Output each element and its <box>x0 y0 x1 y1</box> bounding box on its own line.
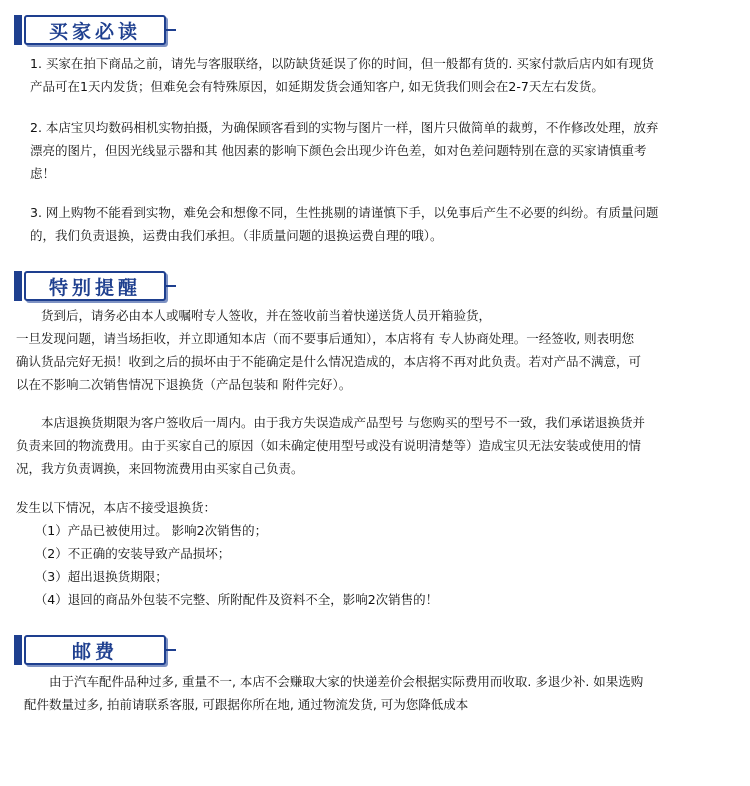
text-line: 发生以下情况，本店不接受退换货： <box>16 500 217 515</box>
list-item: （4）退回的商品外包装不完整、所附配件及资料不全，影响2次销售的！ <box>16 592 439 607</box>
banner-tail <box>166 29 176 31</box>
text-line: 虑！ <box>30 166 56 181</box>
text-line: 以在不影响二次销售情况下退换货（产品包装和 附件完好）。 <box>16 377 352 392</box>
banner-tail <box>166 649 176 651</box>
text-line: 况，我方负责调换，来回物流费用由买家自己负责。 <box>16 461 304 476</box>
text-line: 本店退换货期限为客户签收后一周内。由于我方失误造成产品型号 与您购买的型号不一致，我们承诺退换货并 <box>16 415 645 430</box>
banner-tail <box>166 285 176 287</box>
postage-title: 邮费 <box>24 635 166 665</box>
notice-p2 <box>30 116 658 185</box>
text-line: 货到后，请务必由本人或嘱咐专人签收，并在签收前当着快递送货人员开箱验货， <box>16 308 492 323</box>
postage-banner <box>14 634 176 666</box>
reminder-p2 <box>16 411 645 480</box>
postage-p1 <box>24 670 643 716</box>
banner-bar <box>14 271 22 301</box>
text-line: 产品可在1天内发货；但难免会有特殊原因，如延期发货会通知客户, 如无货我们则会在2-7天左右发货。 <box>30 79 604 94</box>
notice-title: 买家必读 <box>24 15 166 45</box>
text-line: 一旦发现问题，请当场拒收，并立即通知本店（而不要事后通知），本店将有 专人协商处理。一经签收, 则表明您 <box>16 331 635 346</box>
list-item: （2）不正确的安装导致产品损坏； <box>16 546 231 561</box>
banner-bar <box>14 15 22 45</box>
text-line: 确认货品完好无损！收到之后的损坏由于不能确定是什么情况造成的，本店将不再对此负责。若对产品不满意，可 <box>16 354 642 369</box>
text-line: 漂亮的图片，但因光线显示器和其 他因素的影响下颜色会出现少许色差，如对色差问题特别在意的买家请慎重考 <box>30 143 647 158</box>
text-line: 负责来回的物流费用。由于买家自己的原因（如未确定使用型号或没有说明清楚等）造成宝贝无法安装或使用的情 <box>16 438 642 453</box>
text-line: 由于汽车配件品种过多, 重量不一, 本店不会赚取大家的快递差价会根据实际费用而收取. 多退少补. 如果选购 <box>24 674 644 689</box>
text-line: 3. 网上购物不能看到实物，难免会和想像不同，生性挑剔的请谨慎下手，以免事后产生不必要的纠纷。有质量问题 <box>30 205 659 220</box>
text-line: 1. 买家在拍下商品之前，请先与客服联络，以防缺货延误了你的时间，但一般都有货的. 买家付款后店内如有现货 <box>30 56 654 71</box>
notice-p3 <box>30 201 658 247</box>
reminder-p1 <box>16 304 641 396</box>
text-line: 2. 本店宝贝均数码相机实物拍摄，为确保顾客看到的实物与图片一样，图片只做简单的裁剪，不作修改处理，放弃 <box>30 120 659 135</box>
reminder-title: 特别提醒 <box>24 271 166 301</box>
text-line: 的，我们负责退换，运费由我们承担。（非质量问题的退换运费自理的哦）。 <box>30 228 443 243</box>
notice-p1 <box>30 52 654 98</box>
list-item: （1）产品已被使用过。 影响2次销售的； <box>16 523 268 538</box>
reminder-p3 <box>16 496 438 611</box>
list-item: （3）超出退换货期限； <box>16 569 168 584</box>
reminder-banner <box>14 270 176 302</box>
notice-banner <box>14 14 176 46</box>
banner-bar <box>14 635 22 665</box>
text-line: 配件数量过多, 拍前请联系客服, 可跟据你所在地, 通过物流发货, 可为您降低成本 <box>24 697 469 712</box>
